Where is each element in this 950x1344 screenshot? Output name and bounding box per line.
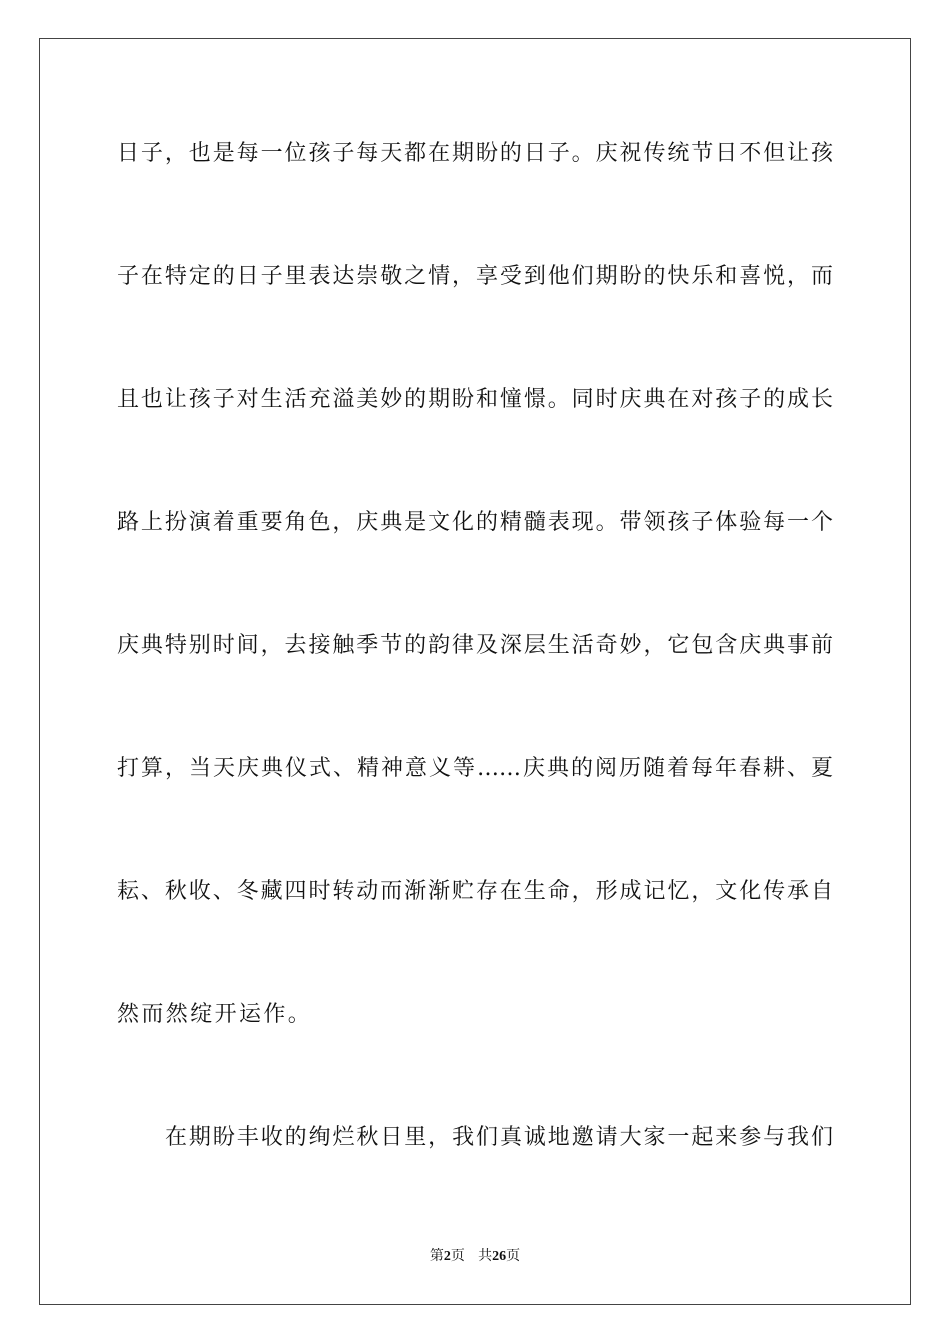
body-line-5: 庆典特别时间，去接触季节的韵律及深层生活奇妙，它包含庆典事前 <box>117 633 833 658</box>
footer-total-number: 26 <box>492 1249 507 1264</box>
body-line-2: 子在特定的日子里表达崇敬之情，享受到他们期盼的快乐和喜悦，而 <box>117 264 833 289</box>
footer-page-suffix: 页 <box>450 1248 465 1264</box>
body-line-1: 日子，也是每一位孩子每天都在期盼的日子。庆祝传统节日不但让孩 <box>117 141 833 166</box>
body-line-4: 路上扮演着重要角色，庆典是文化的精髓表现。带领孩子体验每一个 <box>117 510 833 535</box>
body-line-3: 且也让孩子对生活充溢美妙的期盼和憧憬。同时庆典在对孩子的成长 <box>117 387 833 412</box>
footer-page-prefix: 第 <box>429 1248 444 1264</box>
body-line-8: 然而然绽开运作。 <box>117 1002 313 1027</box>
body-line-7: 耘、秋收、冬藏四时转动而渐渐贮存在生命，形成记忆，文化传承自 <box>117 879 833 904</box>
paragraph-2-line-1: 在期盼丰收的绚烂秋日里，我们真诚地邀请大家一起来参与我们 <box>165 1125 833 1150</box>
footer-total-suffix: 页 <box>506 1248 521 1264</box>
footer-total-prefix: 共 <box>478 1248 493 1264</box>
body-line-6: 打算，当天庆典仪式、精神意义等……庆典的阅历随着每年春耕、夏 <box>117 756 833 781</box>
page-footer <box>0 1247 950 1266</box>
page-border <box>39 38 911 1305</box>
footer-page-number: 2 <box>443 1249 451 1264</box>
